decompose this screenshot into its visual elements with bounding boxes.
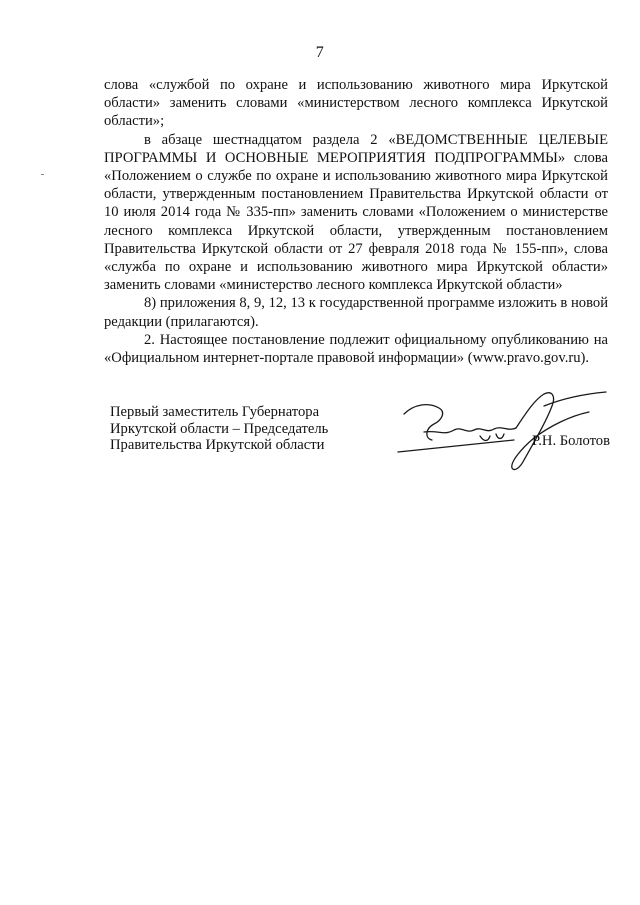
- paragraph-1: слова «службой по охране и использованию животного мира Иркутской области» заменить словами «министерством лесного комплекса Иркутской области»;: [104, 77, 608, 130]
- page-number: 7: [315, 44, 325, 61]
- signer-title-line-3: Правительства Иркутской области: [110, 437, 325, 453]
- paragraph-4: 2. Настоящее постановление подлежит официальному опубликованию на «Официальном интернет-портале правовой информации» (www.pravo.gov.ru).: [104, 331, 608, 367]
- signer-title: [110, 404, 328, 454]
- paragraph-2: в абзаце шестнадцатом раздела 2 «ВЕДОМСТВЕННЫЕ ЦЕЛЕВЫЕ ПРОГРАММЫ И ОСНОВНЫЕ МЕРОПРИЯТИЯ ПОДПРОГРАММЫ» слова «Положением о службе по охране и использованию животного мира Иркутской области, утвержденным постановлением Правительства Иркутской области от 10 июля 2014 года № 335-пп» заменить словами «Положением о министерстве лесного комплекса Иркутской области, утвержденным постановлением Правительства Иркутской области от 27 февраля 2018 года № 155-пп», слова «служба по охране и использованию животного мира Иркутской области» заменить словами «министерство лесного комплекса Иркутской области»: [104, 131, 608, 294]
- signer-name: Р.Н. Болотов: [531, 433, 610, 449]
- paragraph-3: 8) приложения 8, 9, 12, 13 к государственной программе изложить в новой редакции (прилагаются).: [104, 295, 608, 330]
- margin-mark: [41, 174, 44, 175]
- handwritten-signature: [384, 386, 614, 476]
- document-body: [104, 76, 608, 367]
- signer-title-line-1: Первый заместитель Губернатора: [110, 404, 320, 420]
- signature-block: [104, 404, 610, 484]
- signer-title-line-2: Иркутской области – Председатель: [110, 420, 329, 437]
